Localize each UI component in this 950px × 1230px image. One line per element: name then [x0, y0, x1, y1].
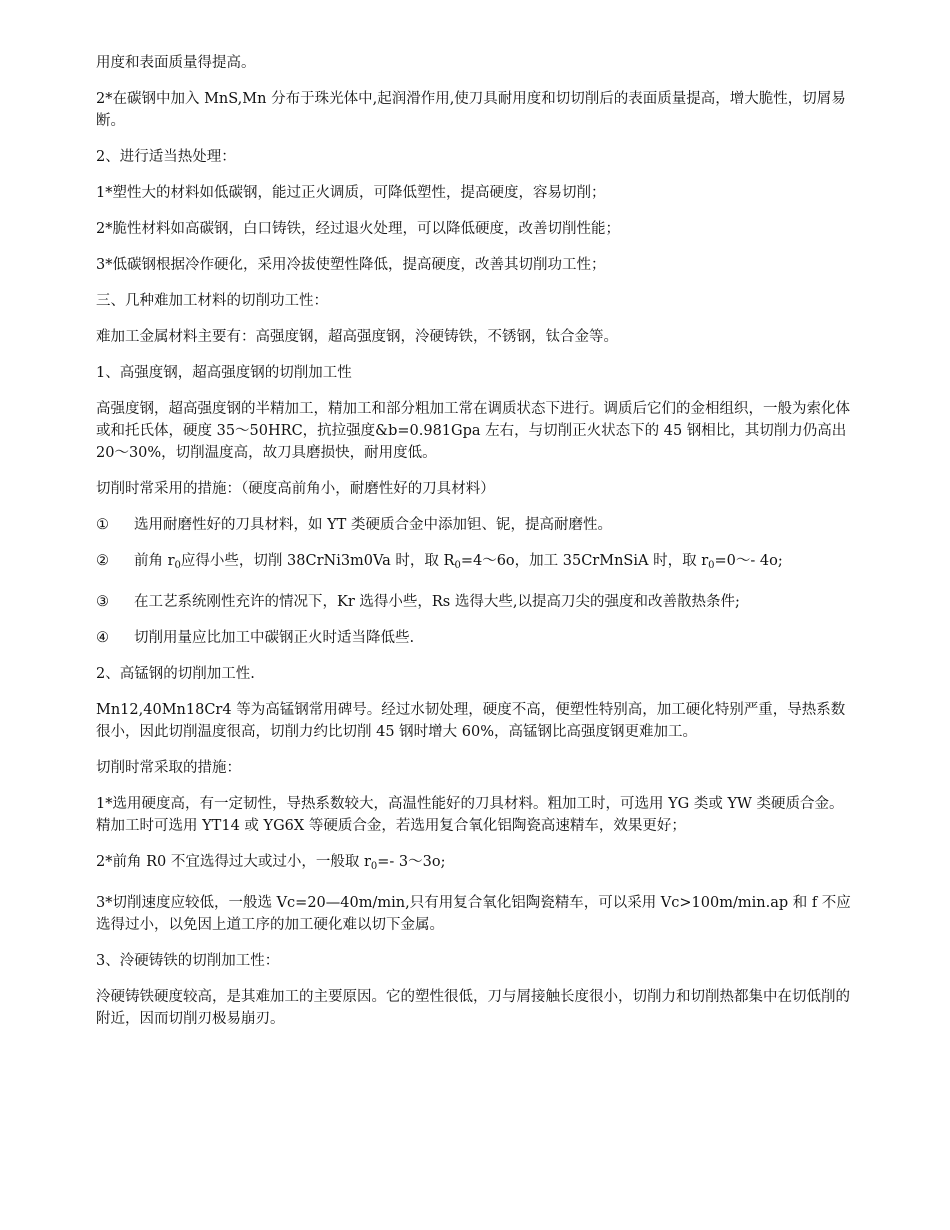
paragraph: 1*塑性大的材料如低碳钢，能过正火调质，可降低塑性，提高硬度，容易切削；: [96, 185, 606, 201]
paragraph: Mn12,40Mn18Cr4 等为高锰钢常用碑号。经过水韧处理，硬度不高，便塑性特别高，加工硬化特别严重，导热系数很小，因此切削温度很高，切削力约比切削 45 钢时增大 60%，高锰钢比高强度钢更难加工。: [96, 702, 846, 740]
item-text: 切削用量应比加工中碳钢正火时适当降低些.: [134, 630, 415, 646]
paragraph: 切削时常采用的措施：（硬度高前角小，耐磨性好的刀具材料）: [96, 481, 495, 497]
section-heading: 三、几种难加工材料的切削功工性：: [96, 293, 328, 309]
paragraph: 3*低碳钢根据冷作硬化，采用冷拔使塑性降低，提高硬度，改善其切削功工性；: [96, 257, 606, 273]
section-heading: 1、高强度钢，超高强度钢的切削加工性: [96, 365, 352, 381]
item-marker: ③: [96, 594, 109, 610]
paragraph: 切削时常采取的措施：: [96, 760, 241, 776]
measure-item: [96, 591, 856, 613]
paragraph: 1*选用硬度高，有一定韧性，导热系数较大，高温性能好的刀具材料。粗加工时，可选用 YG 类或 YW 类硬质合金。精加工时可选用 YT14 或 YG6X 等硬质合金，若选用复合氧化铝陶瓷高速精车，效果更好；: [96, 796, 844, 834]
item-text: 选用耐磨性好的刀具材料，如 YT 类硬质合金中添加钽、铌，提高耐磨性。: [134, 517, 612, 533]
measure-item: [96, 550, 856, 577]
paragraph: 难加工金属材料主要有：高强度钢，超高强度钢，泠硬铸铁，不锈钢，钛合金等。: [96, 329, 618, 345]
paragraph: 2*前角 R0 不宜选得过大或过小，一般取 $r_0=-$ 3～3o;: [96, 854, 446, 872]
measure-item: [96, 514, 856, 536]
section-heading: 3、泠硬铸铁的切削加工性：: [96, 953, 280, 969]
paragraph: 泠硬铸铁硬度较高，是其难加工的主要原因。它的塑性很低，刀与屑接触长度很小，切削力和切削热都集中在切低削的附近，因而切削刃极易崩刃。: [96, 989, 850, 1027]
section-heading: 2、进行适当热处理：: [96, 149, 236, 165]
paragraph: 2*脆性材料如高碳钢，白口铸铁，经过退火处理，可以降低硬度，改善切削性能；: [96, 221, 620, 237]
paragraph: 2*在碳钢中加入 MnS,Mn 分布于珠光体中,起润滑作用,使刀具耐用度和切切削后的表面质量提高，增大脆性，切屑易断。: [96, 91, 846, 129]
measure-item: [96, 627, 856, 649]
item-marker: ①: [96, 517, 109, 533]
item-text: 在工艺系统刚性充许的情况下，Kr 选得小些，Rs 选得大些,以提高刀尖的强度和改善散热条件;: [134, 594, 740, 610]
item-text: 前角 $r_0$应得小些，切削 38CrNi3m0Va 时，取 $R_0=4\sim 6o$，加工 35CrMnSiA 时，取 $r_0=0\sim-$ 4o;: [134, 553, 783, 571]
paragraph: 用度和表面质量得提高。: [96, 55, 256, 71]
paragraph: 3*切削速度应较低，一般选 Vc=20—40m/min,只有用复合氧化铝陶瓷精车，可以采用 Vc>100m/min.ap 和 f 不应选得过小，以免因上道工序的加工硬化难以切下金属。: [96, 895, 851, 933]
document-page: [96, 52, 856, 1044]
item-marker: ②: [96, 553, 109, 569]
item-marker: ④: [96, 630, 109, 646]
paragraph: 高强度钢，超高强度钢的半精加工，精加工和部分粗加工常在调质状态下进行。调质后它们的金相组织，一般为索化体或和托氏体，硬度 35～50HRC，抗拉强度&b=0.981Gpa 左右，与切削正火状态下的 45 钢相比，其切削力仍高出 20～30%，切削温度高，故刀具磨损快，耐用度低。: [96, 401, 850, 461]
section-heading: 2、高锰钢的切削加工性.: [96, 666, 255, 682]
